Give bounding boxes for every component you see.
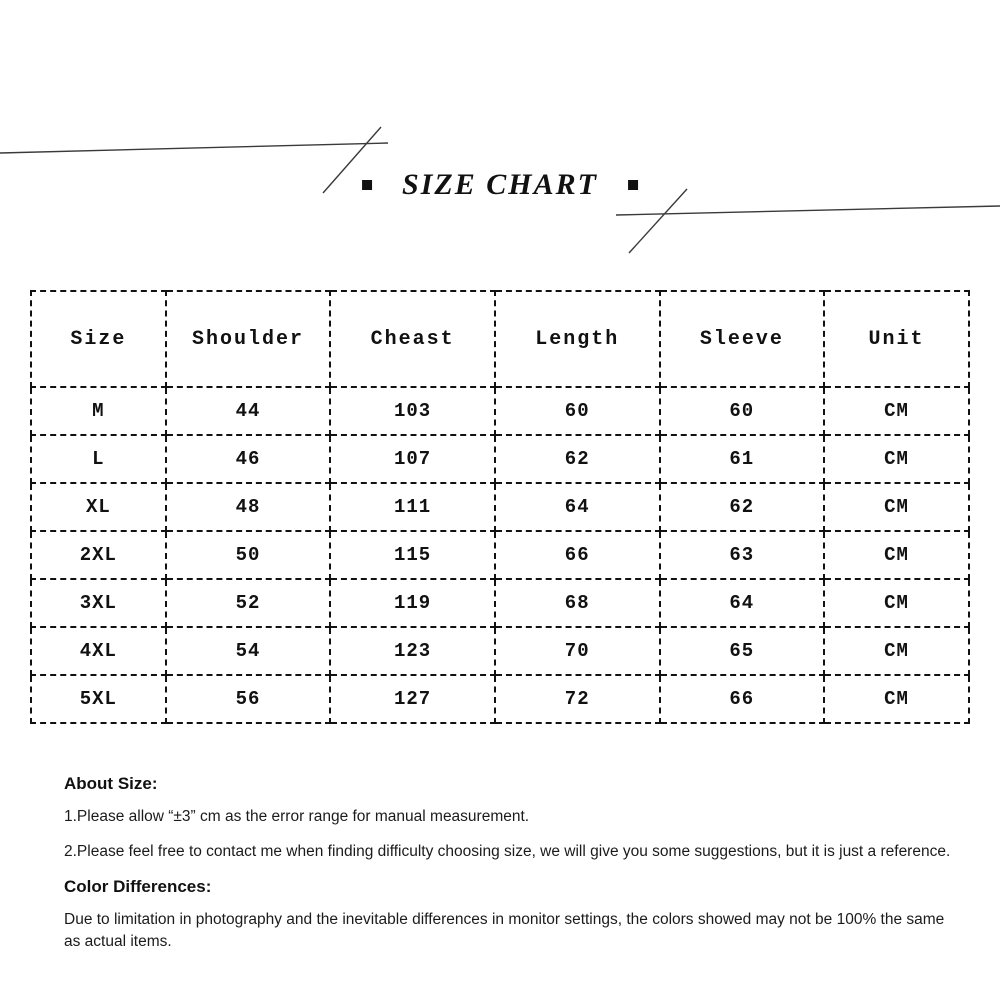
cell-unit: CM [824,627,969,675]
cell-shoulder: 54 [166,627,331,675]
cell-shoulder: 52 [166,579,331,627]
notes-section [64,774,964,967]
cell-shoulder: 56 [166,675,331,723]
cell-length: 62 [495,435,660,483]
page-title: SIZE CHART [402,168,598,201]
table-row [31,435,969,483]
size-table [30,290,970,724]
cell-sleeve: 60 [660,387,825,435]
cell-length: 68 [495,579,660,627]
cell-sleeve: 61 [660,435,825,483]
col-header-shoulder: Shoulder [166,291,331,387]
cell-sleeve: 65 [660,627,825,675]
table-row [31,579,969,627]
col-header-cheast: Cheast [330,291,495,387]
size-note-2: 2.Please feel free to contact me when finding difficulty choosing size, we will give you some suggestions, but it is just a reference. [64,843,951,861]
cell-length: 70 [495,627,660,675]
table-row [31,387,969,435]
cell-unit: CM [824,675,969,723]
cell-shoulder: 48 [166,483,331,531]
cell-shoulder: 44 [166,387,331,435]
cell-length: 64 [495,483,660,531]
cell-length: 72 [495,675,660,723]
col-header-sleeve: Sleeve [660,291,825,387]
table-row [31,531,969,579]
cell-unit: CM [824,579,969,627]
about-size-heading: About Size: [64,774,158,793]
size-table-container [30,290,970,724]
cell-length: 60 [495,387,660,435]
cell-size: 5XL [31,675,166,723]
cell-length: 66 [495,531,660,579]
cell-size: XL [31,483,166,531]
cell-cheast: 103 [330,387,495,435]
cell-sleeve: 66 [660,675,825,723]
cell-size: 2XL [31,531,166,579]
cell-unit: CM [824,483,969,531]
cell-size: 4XL [31,627,166,675]
square-bullet-icon [362,180,372,190]
cell-sleeve: 64 [660,579,825,627]
cell-cheast: 119 [330,579,495,627]
cell-cheast: 111 [330,483,495,531]
color-note: Due to limitation in photography and the inevitable differences in monitor settings, the colors showed may not be 100% the same as actual items. [64,910,945,951]
cell-shoulder: 46 [166,435,331,483]
divider-line-right [616,206,1000,215]
divider-line-left [0,143,388,153]
cell-cheast: 115 [330,531,495,579]
cell-cheast: 127 [330,675,495,723]
page-title-block [362,168,638,202]
table-row [31,675,969,723]
cell-size: M [31,387,166,435]
cell-cheast: 123 [330,627,495,675]
square-bullet-icon [628,180,638,190]
col-header-size: Size [31,291,166,387]
cell-unit: CM [824,531,969,579]
table-row [31,483,969,531]
cell-sleeve: 63 [660,531,825,579]
color-differences-heading: Color Differences: [64,876,212,896]
cell-size: L [31,435,166,483]
cell-shoulder: 50 [166,531,331,579]
table-row [31,627,969,675]
cell-unit: CM [824,435,969,483]
cell-unit: CM [824,387,969,435]
col-header-unit: Unit [824,291,969,387]
decorative-lines [0,0,1000,280]
cell-size: 3XL [31,579,166,627]
cell-sleeve: 62 [660,483,825,531]
col-header-length: Length [495,291,660,387]
cell-cheast: 107 [330,435,495,483]
size-note-1: 1.Please allow “±3” cm as the error range for manual measurement. [64,808,530,825]
table-header-row [31,291,969,387]
